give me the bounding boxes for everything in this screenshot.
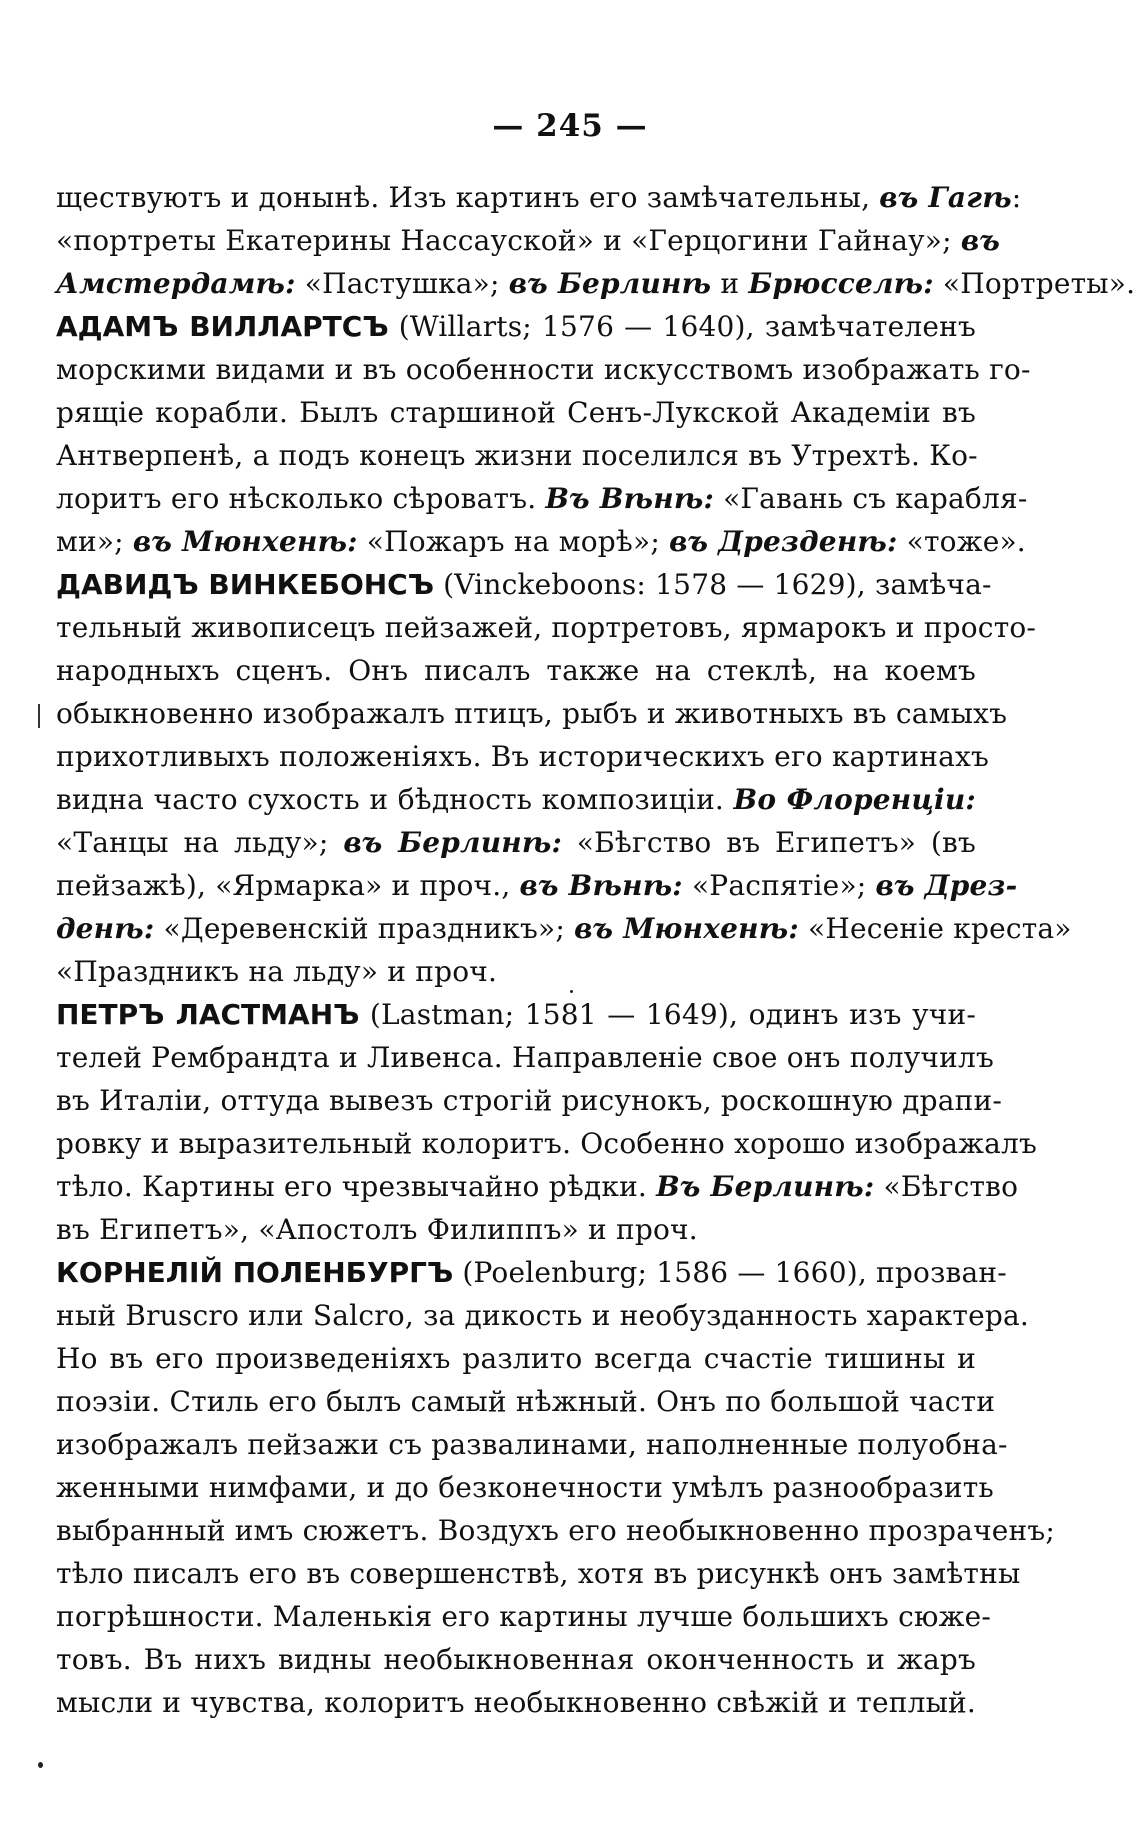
text-run: тельный живописецъ пейзажей, портретовъ, ярмарокъ и просто-: [56, 611, 1037, 644]
text-line: [56, 219, 1001, 262]
text-line: [56, 864, 1018, 907]
artist-name: ПЕТРЪ ЛАСТМАНЪ: [56, 998, 360, 1031]
text-line: [56, 176, 1022, 219]
text-run: прихотливыхъ положеніяхъ. Въ историческихъ его картинахъ: [56, 740, 989, 773]
text-run: поэзіи. Стиль его былъ самый нѣжный. Онъ по большой части: [56, 1385, 996, 1418]
text-run: (Poelenburg; 1586 — 1660), прозван-: [453, 1256, 1007, 1289]
text-run: обыкновенно изображалъ птицъ, рыбъ и животныхъ въ самыхъ: [56, 697, 1008, 730]
text-run: народныхъ сценъ. Онъ писалъ также на стеклѣ, на коемъ: [56, 654, 976, 687]
text-line: [56, 1165, 1019, 1208]
text-run: изображалъ пейзажи съ развалинами, наполненные полуобна-: [56, 1428, 1008, 1461]
text-run: (Willarts; 1576 — 1640), замѣчателенъ: [388, 310, 976, 343]
text-run: (Lastman; 1581 — 1649), одинъ изъ учи-: [359, 998, 976, 1031]
text-line: [56, 477, 1028, 520]
text-run: мысли и чувства, колоритъ необыкновенно свѣжій и теплый.: [56, 1686, 977, 1719]
location-label: денѣ:: [56, 912, 155, 945]
location-label: въ Берлинѣ: [508, 267, 712, 300]
page-number: — 245 —: [492, 108, 648, 144]
text-line: [56, 1337, 976, 1380]
text-line: [56, 1509, 1056, 1552]
text-run: «тоже».: [897, 525, 1026, 558]
text-line: [56, 1423, 1008, 1466]
text-run: тѣло. Картины его чрезвычайно рѣдки.: [56, 1170, 657, 1203]
text-line: [56, 1122, 1038, 1165]
text-line: [56, 692, 1008, 735]
location-label: въ Берлинѣ:: [343, 826, 563, 859]
artist-name: АДАМЪ ВИЛЛАРТСЪ: [56, 310, 389, 343]
margin-mark: [38, 704, 40, 728]
text-line: [56, 1595, 992, 1638]
text-run: «Пожаръ на морѣ»;: [357, 525, 670, 558]
text-line: [56, 1380, 996, 1423]
text-run: «Пастушка»;: [295, 267, 509, 300]
text-run: «Танцы на льду»;: [56, 826, 344, 859]
location-label: Въ Берлинѣ:: [656, 1170, 875, 1203]
text-line: [56, 434, 976, 477]
text-line: [56, 1036, 994, 1079]
location-label: въ Дрез-: [875, 869, 1018, 902]
location-label: Амстердамѣ:: [56, 267, 296, 300]
artist-name: КОРНЕЛІЙ ПОЛЕНБУРГЪ: [56, 1256, 454, 1289]
text-run: товъ. Въ нихъ видны необыкновенная оконченность и жаръ: [56, 1643, 976, 1676]
text-line: [56, 563, 992, 606]
text-line: [56, 305, 976, 348]
text-run: ществуютъ и донынѣ. Изъ картинъ его замѣчательны,: [56, 181, 880, 214]
text-line: [56, 907, 1072, 950]
text-run: въ Египетъ», «Апостолъ Филиппъ» и проч.: [56, 1213, 698, 1246]
text-line: [56, 1681, 976, 1724]
text-run: «Портреты».: [933, 267, 1136, 300]
text-line: [56, 606, 1037, 649]
text-line: [56, 1079, 1003, 1122]
text-run: «Бѣгство въ Египетъ» (въ: [562, 826, 976, 859]
text-line: [56, 1294, 1029, 1337]
text-run: выбранный имъ сюжетъ. Воздухъ его необыкновенно прозраченъ;: [56, 1514, 1056, 1547]
text-run: Антверпенѣ, а подъ конецъ жизни поселился въ Утрехтѣ. Ко-: [56, 439, 978, 472]
text-line: [56, 1208, 976, 1251]
text-run: (Vinckeboons: 1578 — 1629), замѣча-: [434, 568, 992, 601]
location-label: въ Мюнхенѣ:: [132, 525, 358, 558]
text-run: ный Bruscro или Salcro, за дикость и необузданность характера.: [56, 1299, 1029, 1332]
location-label: Во Флоренціи:: [733, 783, 976, 816]
location-label: Брюсселѣ:: [748, 267, 934, 300]
text-line: [56, 778, 976, 821]
text-run: «Бѣгство: [874, 1170, 1019, 1203]
text-run: ровку и выразительный колоритъ. Особенно хорошо изображалъ: [56, 1127, 1038, 1160]
text-line: [56, 735, 989, 778]
text-line: [56, 262, 1136, 305]
text-line: [56, 391, 976, 434]
location-label: Въ Вѣнѣ:: [545, 482, 714, 515]
text-line: [56, 348, 1031, 391]
location-label: въ: [960, 224, 1001, 257]
text-run: женными нимфами, и до безконечности умѣлъ разнообразить: [56, 1471, 994, 1504]
text-run: погрѣшности. Маленькія его картины лучше большихъ сюже-: [56, 1600, 992, 1633]
text-run: «Несеніе креста»: [798, 912, 1072, 945]
text-line: [56, 649, 976, 692]
text-line: [56, 821, 976, 864]
text-line: [56, 1552, 1021, 1595]
text-run: «Распятіе»;: [682, 869, 876, 902]
location-label: въ Вѣнѣ:: [519, 869, 683, 902]
text-run: видна часто сухость и бѣдность композиціи.: [56, 783, 734, 816]
artist-name: ДАВИДЪ ВИНКЕБОНСЪ: [56, 568, 435, 601]
text-run: «Праздникъ на льду» и проч.: [56, 955, 498, 988]
ink-dot: [38, 1762, 43, 1768]
text-line: [56, 993, 976, 1036]
location-label: въ Мюнхенѣ:: [574, 912, 799, 945]
text-run: пейзажѣ), «Ярмарка» и проч.,: [56, 869, 520, 902]
text-line: [56, 1638, 976, 1681]
text-run: лоритъ его нѣсколько сѣроватъ.: [56, 482, 546, 515]
text-run: ми»;: [56, 525, 133, 558]
body-text: [56, 176, 1136, 1724]
text-line: [56, 950, 976, 993]
ink-dot: [570, 990, 573, 993]
text-run: въ Италіи, оттуда вывезъ строгій рисунокъ, роскошную драпи-: [56, 1084, 1003, 1117]
text-run: и: [711, 267, 749, 300]
text-run: «Гавань съ карабля-: [714, 482, 1028, 515]
text-run: телей Рембрандта и Ливенса. Направленіе свое онъ получилъ: [56, 1041, 994, 1074]
text-run: «Деревенскій праздникъ»;: [154, 912, 575, 945]
text-run: тѣло писалъ его въ совершенствѣ, хотя въ рисункѣ онъ замѣтны: [56, 1557, 1021, 1590]
text-run: «портреты Екатерины Нассауской» и «Герцогини Гайнау»;: [56, 224, 961, 257]
text-line: [56, 520, 1026, 563]
text-run: Но въ его произведеніяхъ разлито всегда счастіе тишины и: [56, 1342, 976, 1375]
text-run: :: [1011, 181, 1022, 214]
location-label: въ Гагѣ: [879, 181, 1012, 214]
location-label: въ Дрезденѣ:: [669, 525, 898, 558]
text-line: [56, 1466, 994, 1509]
text-run: морскими видами и въ особенности искусствомъ изображать го-: [56, 353, 1031, 386]
text-run: рящіе корабли. Былъ старшиной Сенъ-Лукской Академіи въ: [56, 396, 976, 429]
text-line: [56, 1251, 1007, 1294]
